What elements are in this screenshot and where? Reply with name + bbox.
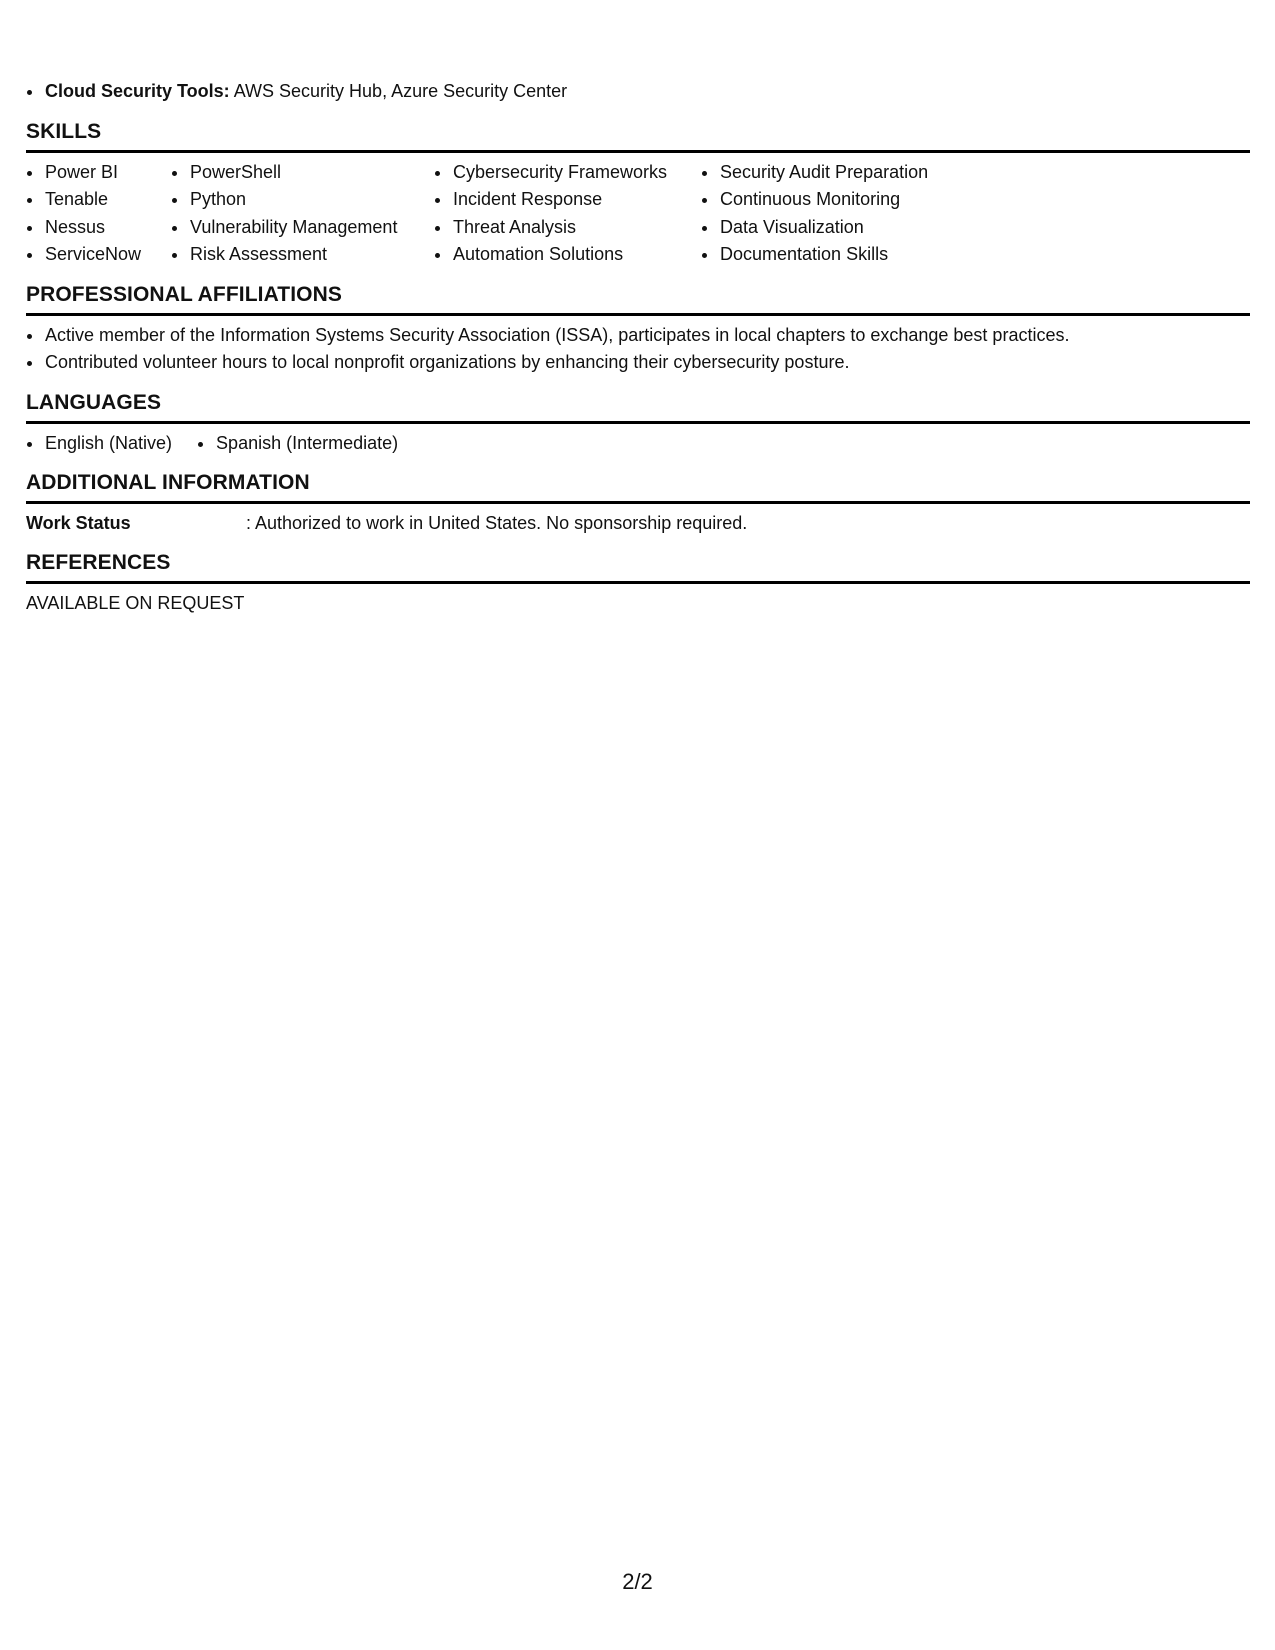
cloud-tools-value: AWS Security Hub, Azure Security Center	[229, 81, 568, 101]
skill-item: Risk Assessment	[171, 241, 434, 269]
language-item: Spanish (Intermediate)	[197, 430, 398, 458]
skill-item: PowerShell	[171, 159, 434, 187]
languages-section	[26, 389, 1250, 458]
affiliation-item: Active member of the Information Systems Security Association (ISSA), participates in local chapters to exchange best practices.	[26, 322, 1250, 350]
skill-item: Tenable	[26, 186, 171, 214]
references-text: AVAILABLE ON REQUEST	[26, 593, 245, 613]
affiliations-section	[26, 281, 1250, 377]
skills-column-3	[434, 159, 701, 269]
skills-grid	[26, 153, 1250, 269]
languages-heading: LANGUAGES	[26, 389, 1250, 424]
language-item: English (Native)	[26, 430, 172, 458]
skill-item: Power BI	[26, 159, 171, 187]
references-heading: REFERENCES	[26, 549, 1250, 584]
affiliations-heading: PROFESSIONAL AFFILIATIONS	[26, 281, 1250, 316]
skill-item: Security Audit Preparation	[701, 159, 961, 187]
languages-list	[26, 424, 1250, 458]
affiliation-item: Contributed volunteer hours to local nonprofit organizations by enhancing their cybersecurity posture.	[26, 349, 1250, 377]
skill-item: Vulnerability Management	[171, 214, 434, 242]
skill-item: Threat Analysis	[434, 214, 701, 242]
work-status-label: Work Status	[26, 513, 131, 533]
skill-item: Cybersecurity Frameworks	[434, 159, 701, 187]
skill-item: Continuous Monitoring	[701, 186, 961, 214]
cloud-tools-list	[26, 78, 1250, 106]
list-item	[26, 78, 1250, 106]
skills-column-4	[701, 159, 961, 269]
skills-heading: SKILLS	[26, 118, 1250, 153]
skill-item: Nessus	[26, 214, 171, 242]
additional-info-heading: ADDITIONAL INFORMATION	[26, 469, 1250, 504]
skill-item: Data Visualization	[701, 214, 961, 242]
work-status-row	[26, 504, 1250, 537]
skill-item: Documentation Skills	[701, 241, 961, 269]
additional-info-section	[26, 469, 1250, 537]
work-status-value: : Authorized to work in United States. No sponsorship required.	[246, 513, 748, 533]
skills-section	[26, 118, 1250, 269]
skills-column-1	[26, 159, 171, 269]
cloud-tools-label: Cloud Security Tools:	[45, 81, 230, 101]
references-section	[26, 549, 1250, 617]
resume-page	[26, 78, 1250, 617]
page-number: 2/2	[622, 1569, 653, 1594]
skill-item: Python	[171, 186, 434, 214]
skill-item: ServiceNow	[26, 241, 171, 269]
affiliations-list	[26, 316, 1250, 377]
skill-item: Incident Response	[434, 186, 701, 214]
skill-item: Automation Solutions	[434, 241, 701, 269]
skills-column-2	[171, 159, 434, 269]
